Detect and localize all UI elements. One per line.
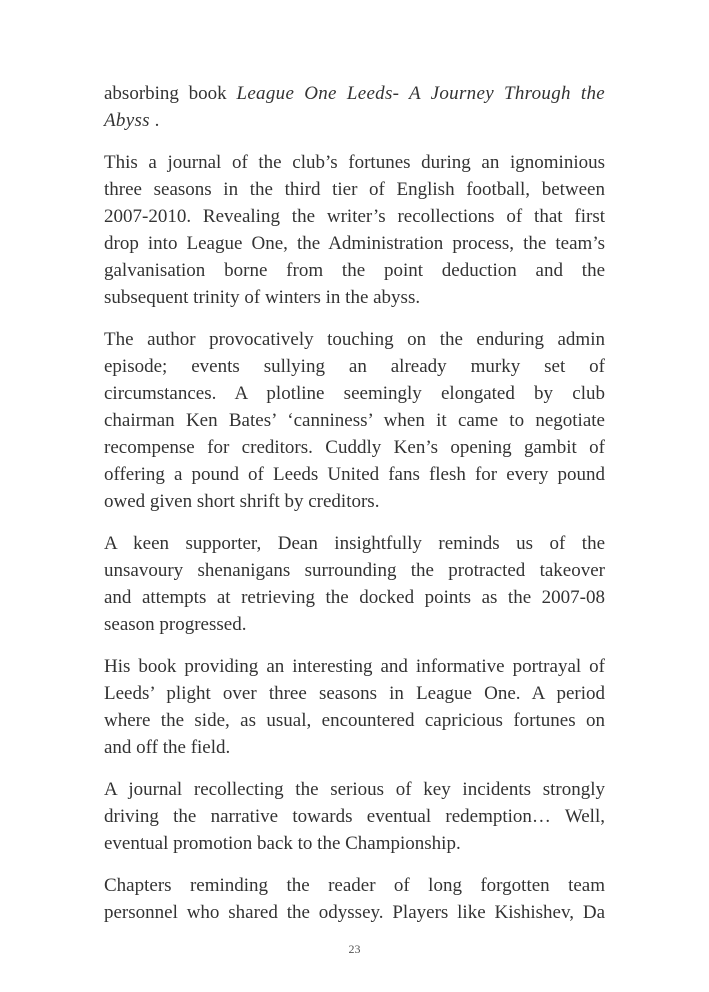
text-line: A journal recollecting the serious of key incidents strongly [104,779,605,800]
text-line: galvanisation borne from the point deduction and the [104,260,605,281]
text-line: The author provocatively touching on the enduring admin [104,329,605,350]
book-title: Abyss [104,110,150,131]
text-line: circumstances. A plotline seemingly elongated by club [104,383,605,404]
paragraph [104,776,605,857]
paragraph [104,872,605,926]
text-line: This a journal of the club’s fortunes during an ignominious [104,152,605,173]
text-line: recompense for creditors. Cuddly Ken’s opening gambit of [104,437,605,458]
page-body [104,80,605,941]
text-span: . [149,110,160,131]
paragraph [104,326,605,515]
paragraph [104,653,605,761]
text-line: owed given short shrift by creditors. [104,491,380,512]
text-line: unsavoury shenanigans surrounding the protracted takeover [104,560,605,581]
text-line: eventual promotion back to the Championship. [104,833,461,854]
text-line: A keen supporter, Dean insightfully reminds us of the [104,533,605,554]
text-line: season progressed. [104,614,247,635]
text-line: three seasons in the third tier of English football, between [104,179,605,200]
text-line: His book providing an interesting and informative portrayal of [104,656,605,677]
text-line: personnel who shared the odyssey. Players like Kishishev, Da [104,902,605,923]
text-line: 2007-2010. Revealing the writer’s recollections of that first [104,206,605,227]
text-span: absorbing book [104,83,237,104]
paragraph [104,530,605,638]
text-line: Leeds’ plight over three seasons in League One. A period [104,683,605,704]
intro-paragraph [104,80,605,134]
text-line: and attempts at retrieving the docked points as the 2007-08 [104,587,605,608]
text-line: episode; events sullying an already murky set of [104,356,605,377]
page-number: 23 [348,942,361,956]
text-line: subsequent trinity of winters in the abyss. [104,287,421,308]
text-line [104,107,605,134]
text-line [104,80,605,107]
text-line: and off the field. [104,737,231,758]
text-line: offering a pound of Leeds United fans flesh for every pound [104,464,605,485]
text-line: driving the narrative towards eventual redemption… Well, [104,806,605,827]
book-title: League One Leeds- A Journey Through the [236,83,605,104]
text-line: where the side, as usual, encountered capricious fortunes on [104,710,605,731]
paragraph [104,149,605,311]
text-line: drop into League One, the Administration process, the team’s [104,233,605,254]
text-line: Chapters reminding the reader of long forgotten team [104,875,605,896]
text-line: chairman Ken Bates’ ‘canniness’ when it came to negotiate [104,410,605,431]
